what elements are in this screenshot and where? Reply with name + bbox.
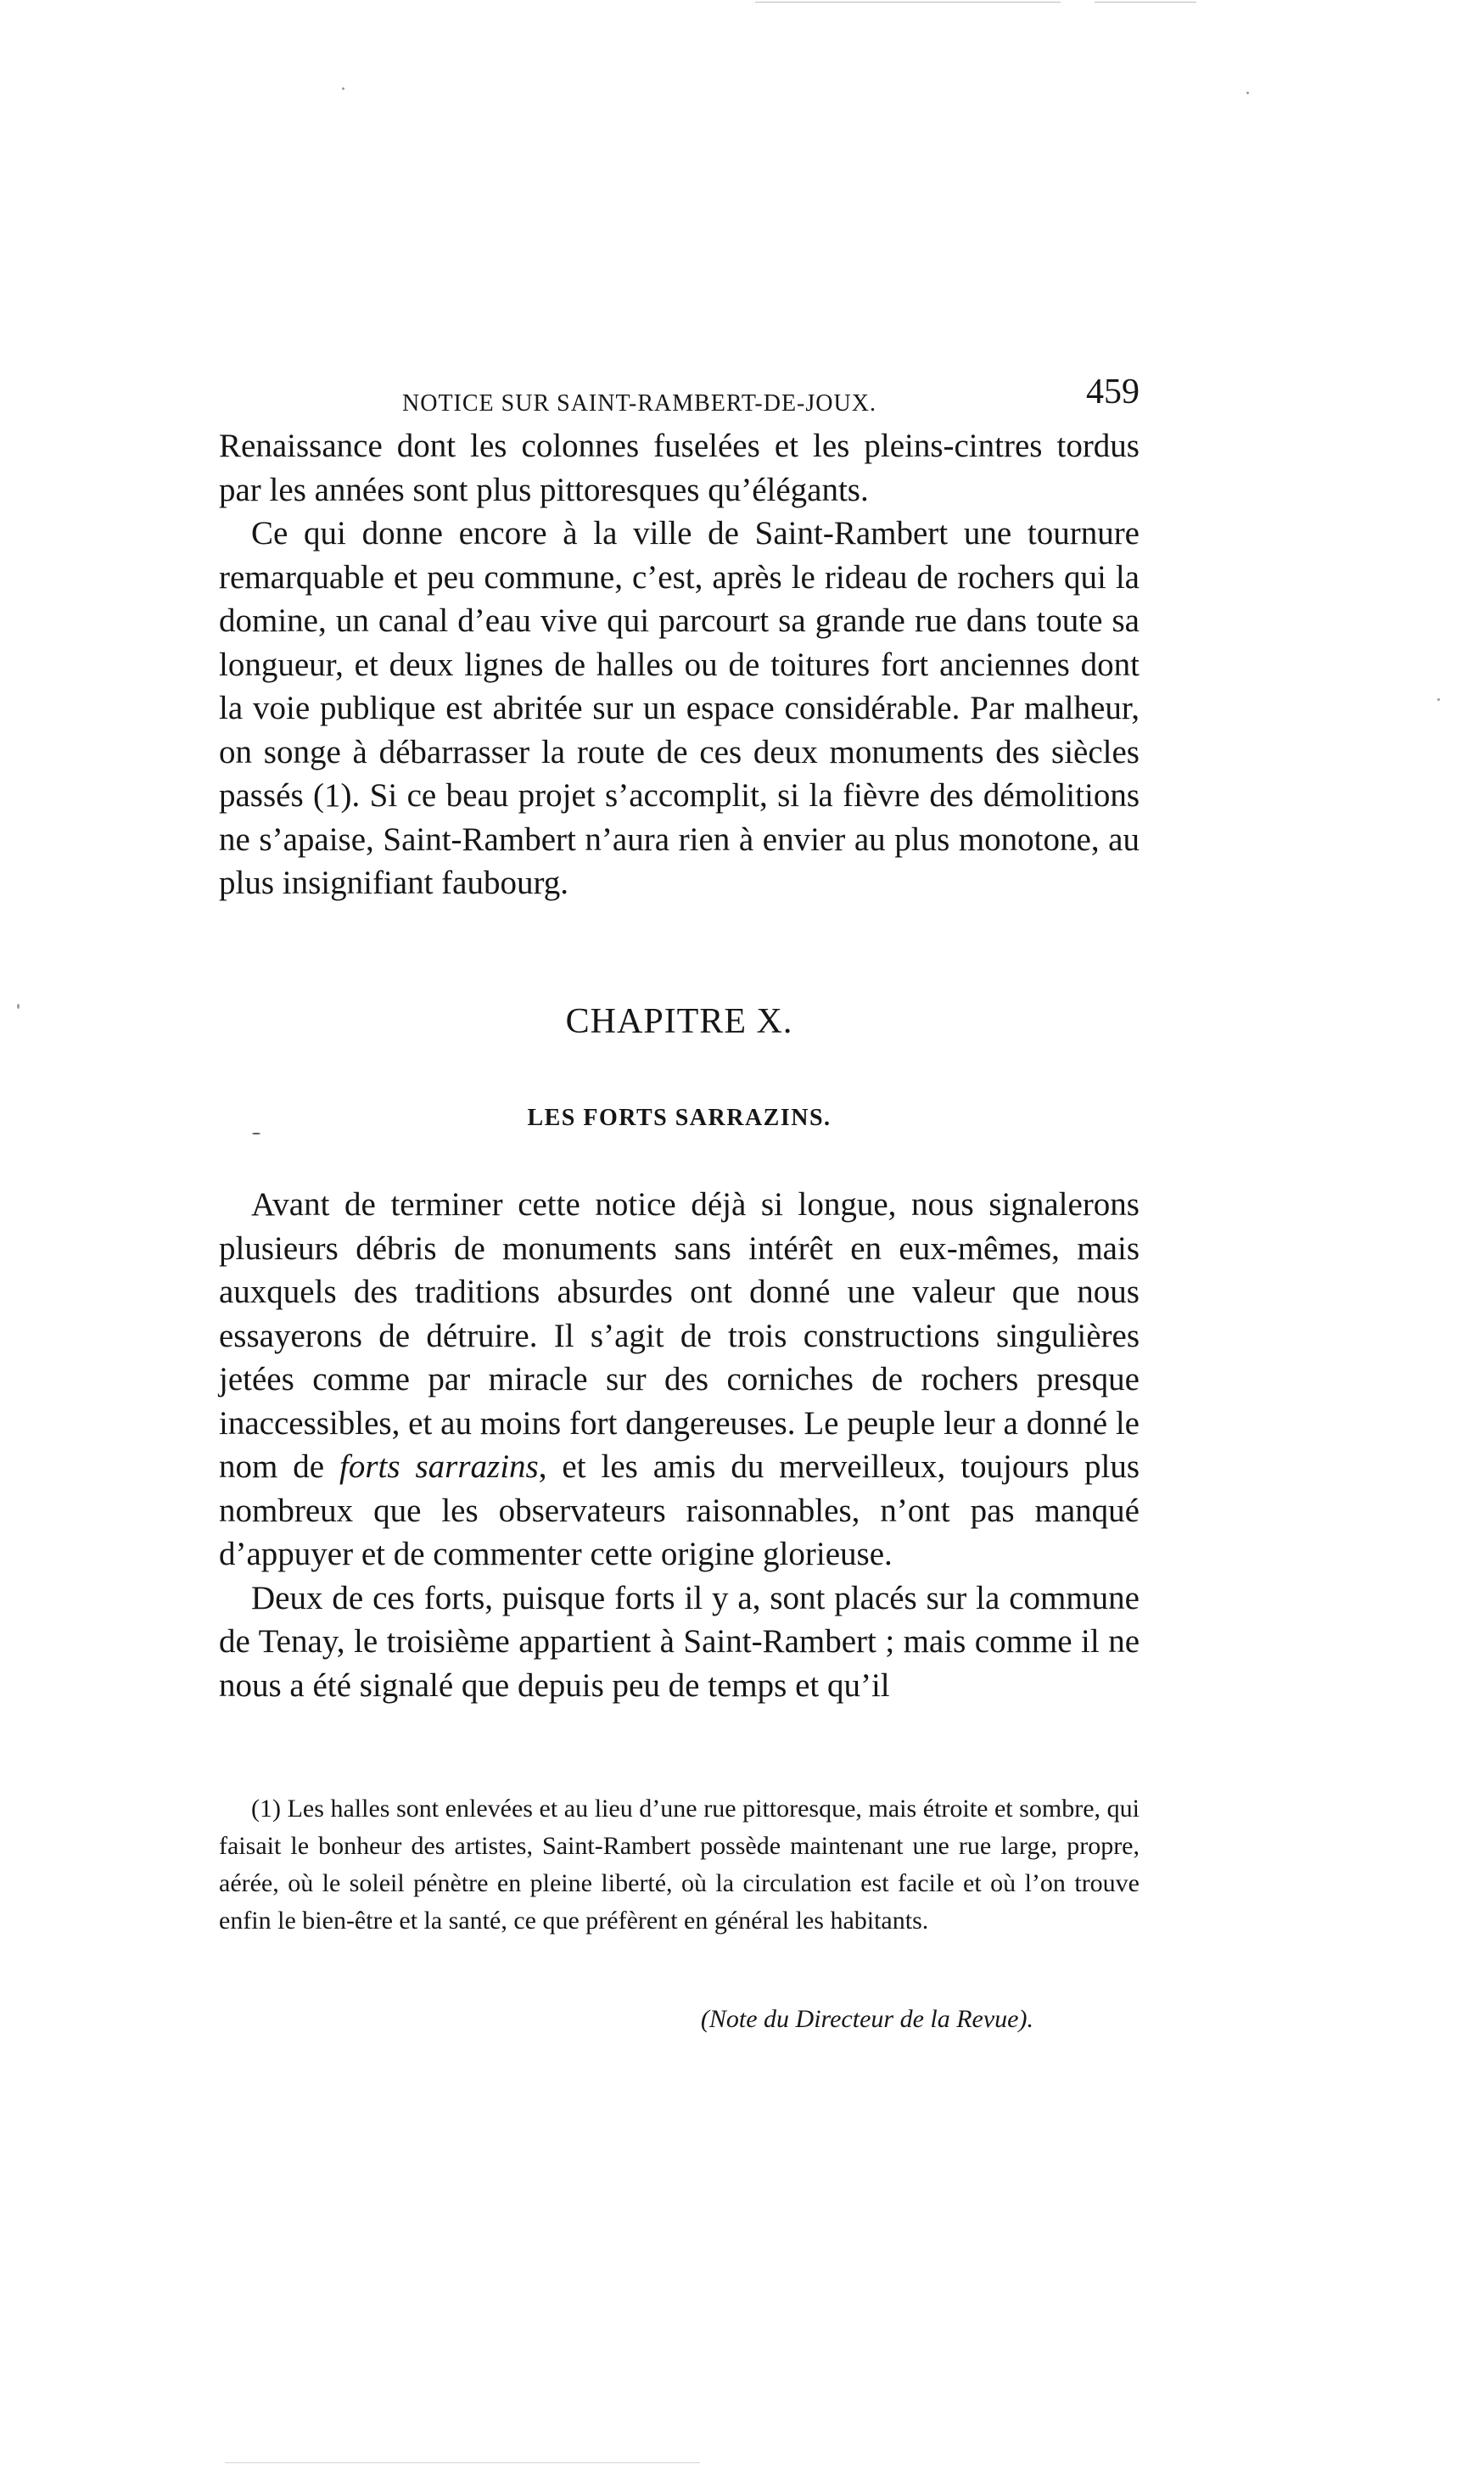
- chapter-text: [219, 1183, 1140, 1707]
- italic-term: forts sarrazins: [339, 1448, 539, 1485]
- paragraph-text: , et les amis du merveilleux, toujours plus nombreux que les observateurs raisonnables, n’ont pas manqué d’appuyer et de commenter cette origine glorieuse.: [219, 1448, 1140, 1572]
- scan-edge-line: [755, 2, 1061, 3]
- scan-bottom-line: [225, 2462, 700, 2463]
- scan-edge-line: [1095, 2, 1196, 3]
- page-number: 459: [1086, 372, 1140, 412]
- paragraph: [219, 1183, 1140, 1577]
- paragraph-continued: Renaissance dont les colonnes fuselées et les pleins-cintres tordus par les années sont plus pittoresques qu’élégants.: [219, 428, 1140, 508]
- chapter-subtitle: LES FORTS SARRAZINS.: [527, 1105, 832, 1131]
- paragraph: Deux de ces forts, puisque forts il y a, sont placés sur la commune de Tenay, le troisième appartient à Saint-Rambert ; mais comme il ne nous a été signalé que depuis peu de temps et qu’il: [219, 1579, 1140, 1704]
- footnote-signature: (Note du Directeur de la Revue).: [700, 2005, 1033, 2033]
- paragraph-text: Avant de terminer cette notice déjà si longue, nous signalerons plusieurs débris de monuments sans intérêt en eux-mêmes, mais auxquels des traditions absurdes ont donné une valeur que nous essayerons de détruire. Il s’agit de trois constructions singulières jetées comme par miracle sur des corniches de rochers presque inaccessibles, et au moins fort dangereuses. Le peuple leur a donné le nom de: [219, 1186, 1140, 1485]
- running-head: NOTICE SUR SAINT-RAMBERT-DE-JOUX.: [402, 390, 876, 417]
- chapter-title: CHAPITRE X.: [565, 1002, 793, 1041]
- scan-speck: [1437, 698, 1440, 701]
- footnote: (1) Les halles sont enlevées et au lieu d’une rue pittoresque, mais étroite et sombre, qui faisait le bonheur des artistes, Saint-Rambert possède maintenant une rue large, propre, aérée, où le soleil pénètre en pleine liberté, où la circulation est facile et où l’on trouve enfin le bien-être et la santé, ce que préfèrent en général les habitants.: [219, 1795, 1140, 1935]
- scan-speck: [17, 1004, 20, 1009]
- paragraph: Ce qui donne encore à la ville de Saint-Rambert une tournure remarquable et peu commune, c’est, après le rideau de rochers qui la domine, un canal d’eau vive qui parcourt sa grande rue dans toute sa longueur, et deux lignes de halles ou de toitures fort anciennes dont la voie publique est abritée sur un espace considérable. Par malheur, on songe à débarrasser la route de ces deux monuments des siècles passés (1). Si ce beau projet s’accomplit, si la fièvre des démolitions ne s’apaise, Saint-Rambert n’aura rien à envier au plus monotone, au plus insignifiant faubourg.: [219, 515, 1140, 901]
- scan-speck: [252, 1133, 260, 1134]
- scan-speck: [1246, 92, 1249, 94]
- page-header: [219, 365, 1140, 416]
- opening-text: [219, 424, 1140, 905]
- scan-speck: [342, 87, 344, 90]
